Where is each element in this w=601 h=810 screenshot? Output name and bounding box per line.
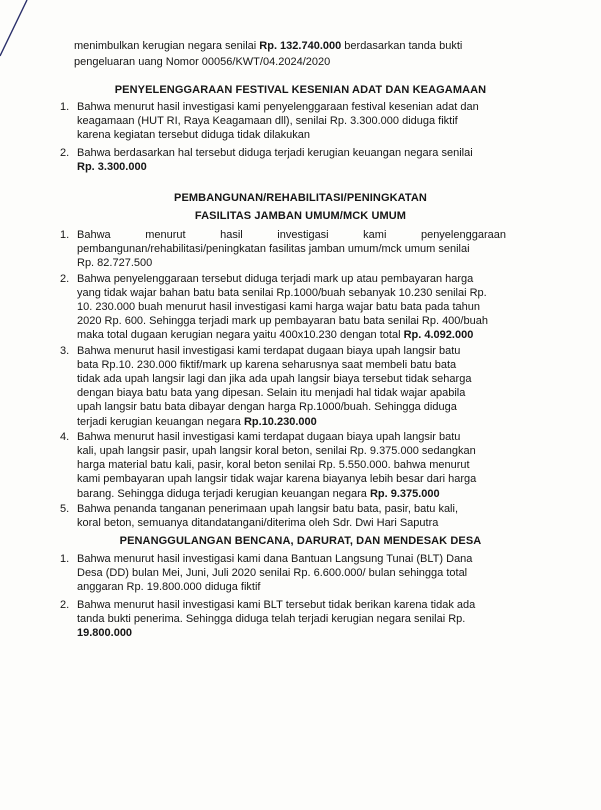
amount: Rp. 9.375.000 bbox=[369, 487, 440, 500]
list-item: 4. Bahwa menurut hasil investigasi kami terdapat dugaan biaya upah langsir batu kali, upah langsir pasir, upah langsir koral beton, senilai Rp. 9.375.000 sedangkan harga material batu kali, pasir, koral beton senilai Rp. 5.550.000. bahwa menurut kami pembayaran upah langsir tidak wajar karena biayanya lebih besar dari harga barang. Sehingga diduga terjadi kerugian keuangan negara Rp. 9.375.000 bbox=[60, 430, 477, 500]
corner-pen-mark bbox=[0, 0, 60, 60]
list-item: 5. Bahwa penanda tanganan penerimaan upah langsir batu bata, pasir, batu kali, koral beton, semuanya ditandatangani/diterima oleh Sdr. Dwi Hari Saputra bbox=[60, 502, 459, 530]
amount: Rp. 3.300.000 bbox=[77, 160, 147, 173]
list-item: 2. Bahwa menurut hasil investigasi kami BLT tersebut tidak berikan karena tidak ada tanda bukti penerima. Sehingga diduga telah terjadi kerugian negara senilai Rp. 19.800.000 bbox=[50, 598, 550, 641]
list-item: 3. Bahwa menurut hasil investigasi kami terdapat dugaan biaya upah langsir batu bata Rp.10. 230.000 fiktif/mark up karena seharusnya saat membeli batu bata tidak ada upah langsir lagi dan jika ada upah langsir biaya tersebut tidak seharga dengan biaya batu bata yang dipesan. Selain itu menjadi hal tidak wajar apabila upah langsir batu bata dibayar dengan harga Rp.1000/buah. Sehingga diduga terjadi kerugian keuangan negara Rp.10.230.000 bbox=[60, 344, 472, 428]
intro-paragraph bbox=[74, 39, 544, 70]
intro-amount: Rp. 132.740.000 bbox=[259, 40, 342, 52]
list-item: 2. Bahwa berdasarkan hal tersebut diduga terjadi kerugian keuangan negara senilai Rp. 3.300.000 bbox=[50, 146, 550, 174]
intro-line-2: pengeluaran uang Nomor 00056/KWT/04.2024/2020 bbox=[74, 55, 331, 68]
list-item: 1. Bahwa menurut hasil investigasi kami dana Bantuan Langsung Tunai (BLT) Dana Desa (DD) bulan Mei, Juni, Juli 2020 senilai Rp. 6.600.000/ bulan sehingga total anggaran Rp. 19.800.000 diduga fiktif bbox=[60, 553, 473, 594]
section-jamban-list bbox=[50, 228, 550, 530]
section-festival-list bbox=[50, 100, 550, 174]
section-title-jamban-1: PEMBANGUNAN/REHABILITASI/PENINGKATAN bbox=[174, 192, 427, 204]
intro-line-1: menimbulkan kerugian negara senilai Rp. 132.740.000 berdasarkan tanda bukti bbox=[74, 40, 463, 52]
section-bencana-list bbox=[50, 552, 550, 640]
list-item: 2. Bahwa penyelenggaraan tersebut diduga terjadi mark up atau pembayaran harga yang tidak wajar bahan batu bata senilai Rp.1000/buah sebanyak 10.230 senilai Rp. 10. 230.000 buah menurut hasil investigasi kami harga wajar batu bata pada tahun 2020 Rp. 600. Sehingga terjadi mark up pembayaran batu bata senilai Rp. 400/buah maka total dugaan kerugian negara yaitu 400x10.230 dengan total Rp. 4.092.000 bbox=[60, 272, 488, 342]
amount: Rp.10.230.000 bbox=[243, 415, 317, 428]
section-title-bencana: PENANGGULANGAN BENCANA, DARURAT, DAN MENDESAK DESA bbox=[119, 535, 482, 547]
amount: 19.800.000 bbox=[77, 627, 133, 640]
section-title-festival: PENYELENGGARAAN FESTIVAL KESENIAN ADAT DAN KEAGAMAAN bbox=[114, 84, 487, 96]
list-item: 1. Bahwa menurut hasil investigasi kami penyelenggaraan pembangunan/rehabilitasi/peningkatan fasilitas jamban umum/mck umum senilai Rp. 82.727.500 bbox=[60, 229, 506, 270]
amount: Rp. 4.092.000 bbox=[403, 329, 474, 342]
section-title-jamban-2: FASILITAS JAMBAN UMUM/MCK UMUM bbox=[194, 210, 407, 222]
list-item: 1. Bahwa menurut hasil investigasi kami penyelenggaraan festival kesenian adat dan keagamaan (HUT RI, Raya Keagamaan dll), senilai Rp. 3.300.000 diduga fiktif karena kegiatan tersebut diduga tidak dilakukan bbox=[60, 101, 479, 142]
